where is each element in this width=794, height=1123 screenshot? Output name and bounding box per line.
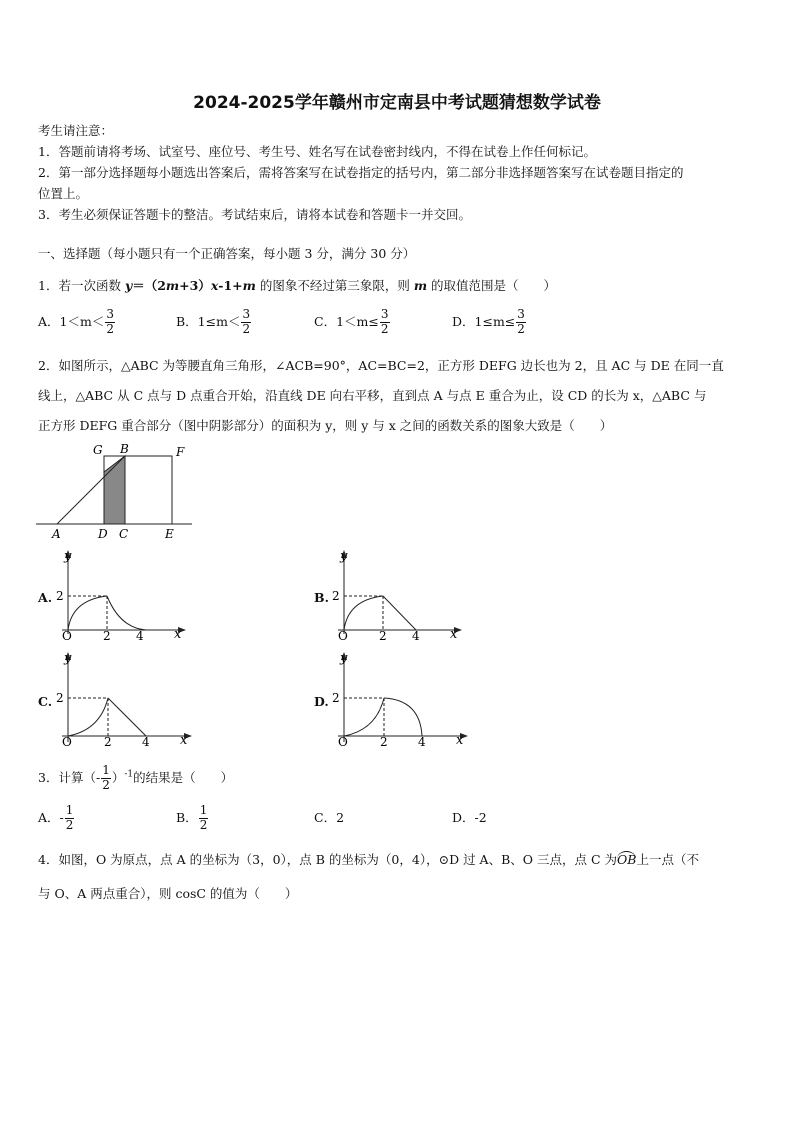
tick-x2: 2 [104,735,112,749]
q2-option-d-label: D. [314,694,329,709]
axis-y: y [340,549,348,564]
label-b: B [120,442,129,456]
origin: O [62,629,72,643]
tick-x2: 2 [379,629,387,643]
axis-x: x [450,627,458,642]
tick-x4: 4 [412,629,420,643]
tick-x2: 2 [103,629,111,643]
tick-x4: 4 [418,735,426,749]
axis-x: x [174,627,182,642]
origin: O [62,735,72,749]
notice-item: 3．考生必须保证答题卡的整洁。考试结束后，请将本试卷和答题卡一并交回。 [38,207,471,222]
axis-y: y [64,549,72,564]
label-g: G [93,443,103,457]
q2-option-b-label: B. [314,590,329,605]
q2-graph-b [332,548,466,643]
q3-option-b: B． $\frac{1}{2}$ [176,803,208,832]
label-a: A [52,527,61,541]
q1-option-a: A．1＜m＜ $\frac{3}{2}$ [38,307,114,336]
axis-x: x [180,733,188,748]
q2-stem-line: 线上，△ABC 从 C 点与 D 点重合开始，沿直线 DE 向右平移，直到点 A 与点 E 重合为止，设 CD 的长为 x，△ABC 与 [38,388,707,403]
q2-stem-line: 2．如图所示，△ABC 为等腰直角三角形，∠ACB=90°，AC=BC=2，正方形 DEFG 边长也为 2，且 AC 与 DE 在同一直 [38,358,724,373]
notice-item: 1．答题前请将考场、试室号、座位号、考生号、姓名写在试卷密封线内，不得在试卷上作任何标记。 [38,144,596,159]
q1-stem: 1．若一次函数 y＝（2m+3）x-1+m 的图象不经过第三象限，则 m 的取值范围是（ ） [38,278,557,293]
origin: O [338,629,348,643]
q2-graph-a [56,548,190,643]
label-c: C [119,527,129,541]
q3-option-d: D．-2 [452,810,487,825]
page-title: 2024-2025学年赣州市定南县中考试题猜想数学试卷 [193,93,601,113]
section-heading: 一、选择题（每小题只有一个正确答案，每小题 3 分，满分 30 分） [38,246,416,261]
q2-graph-c [56,650,196,749]
q3-option-c: C．2 [314,810,345,825]
tick-y2: 2 [332,691,340,705]
q3-option-a: A．- $\frac{1}{2}$ [38,803,74,832]
tick-y2: 2 [56,589,64,603]
origin: O [338,735,348,749]
notice-item: 2．第一部分选择题每小题选出答案后，需将答案写在试卷指定的括号内，第二部分非选择题答案写在试卷题目指定的 [38,165,684,180]
q2-figure [36,442,192,542]
axis-y: y [64,651,72,666]
q2-stem-line: 正方形 DEFG 重合部分（图中阴影部分）的面积为 y，则 y 与 x 之间的函数关系的图象大致是（ ） [38,418,613,433]
q2-option-a-label: A. [38,590,53,605]
q1-option-b: B．1≤m＜ $\frac{3}{2}$ [176,307,251,336]
tick-x2: 2 [380,735,388,749]
q1-option-d: D．1≤m≤ $\frac{3}{2}$ [452,307,525,336]
notice-item: 位置上。 [38,186,89,201]
axis-x: x [456,733,464,748]
tick-y2: 2 [56,691,64,705]
q4-stem-line2: 与 O、A 两点重合），则 cosC 的值为（ ） [38,886,298,901]
label-d: D [98,527,108,541]
q2-option-c-label: C. [38,694,53,709]
tick-x4: 4 [136,629,144,643]
q2-graph-d [332,650,472,749]
axis-y: y [340,651,348,666]
tick-x4: 4 [142,735,150,749]
tick-y2: 2 [332,589,340,603]
label-f: F [176,445,185,459]
label-e: E [165,527,174,541]
notice-heading: 考生请注意： [38,123,114,138]
q4-stem-line1: 4．如图，O 为原点，点 A 的坐标为（3，0），点 B 的坐标为（0，4），⊙D 过 A、B、O 三点，点 C 为OB上一点（不 [38,852,699,867]
q1-option-c: C．1＜m≤ $\frac{3}{2}$ [314,307,389,336]
q3-stem: 3．计算（- $\frac{1}{2}$ ）$^{-1}$的结果是（ ） [38,763,234,792]
